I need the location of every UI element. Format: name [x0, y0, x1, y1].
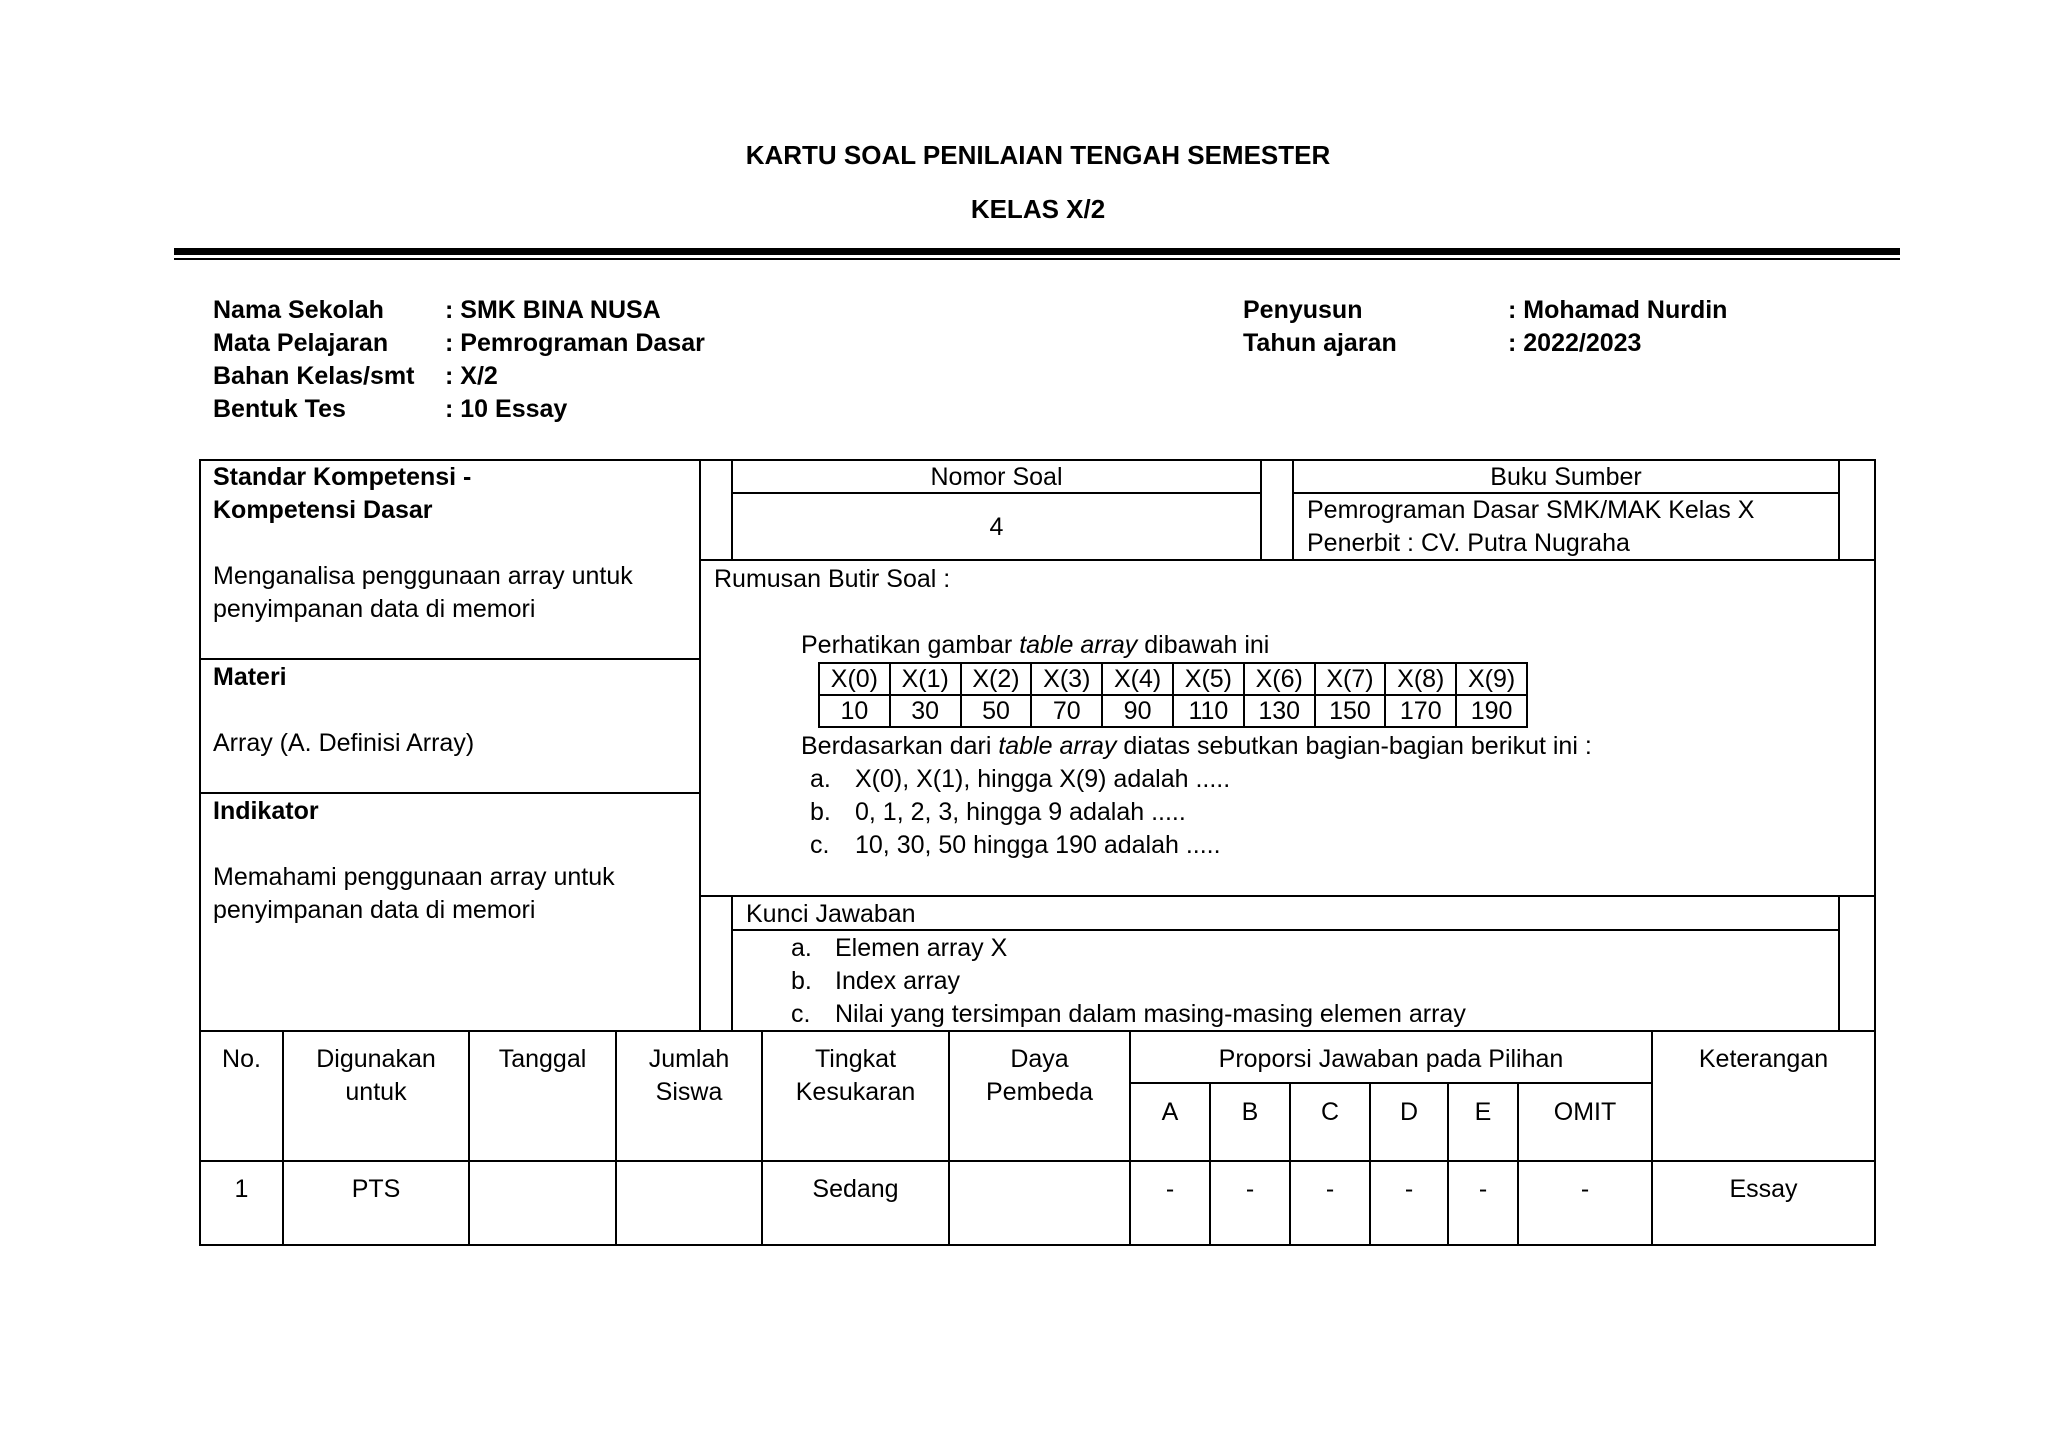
question-marker: a.	[810, 765, 831, 793]
materi-title: Materi	[213, 663, 287, 691]
array-value-cell: 10	[819, 695, 890, 727]
kunci-label: Kunci Jawaban	[746, 900, 916, 928]
array-value-row	[819, 695, 1527, 727]
cell-option: -	[1404, 1175, 1414, 1203]
array-header-cell: X(8)	[1385, 663, 1456, 695]
title-rule-thick	[174, 248, 1900, 255]
array-value-cell: 30	[890, 695, 961, 727]
info-value: : Mohamad Nurdin	[1508, 296, 1728, 324]
indikator-text: penyimpanan data di memori	[213, 896, 536, 924]
question-marker: c.	[810, 831, 830, 859]
col-option: A	[1161, 1098, 1179, 1126]
kunci-item: Elemen array X	[835, 934, 1008, 962]
nomor-soal-label: Nomor Soal	[930, 463, 1063, 491]
info-label: Bahan Kelas/smt	[213, 362, 415, 390]
question-item: 10, 30, 50 hingga 190 adalah .....	[855, 831, 1221, 859]
col-option: E	[1474, 1098, 1492, 1126]
col-option: C	[1320, 1098, 1340, 1126]
cell-option: -	[1478, 1175, 1488, 1203]
kunci-marker: a.	[791, 934, 812, 962]
array-header-cell: X(4)	[1102, 663, 1173, 695]
info-label: Mata Pelajaran	[213, 329, 389, 357]
cell-tingkat: Sedang	[812, 1175, 899, 1203]
col-option: B	[1241, 1098, 1259, 1126]
rumusan-label: Rumusan Butir Soal :	[714, 565, 951, 593]
col-digunakan: Digunakan	[316, 1045, 436, 1073]
indikator-title: Indikator	[213, 797, 319, 825]
info-value: : Pemrograman Dasar	[445, 329, 705, 357]
materi-text: Array (A. Definisi Array)	[213, 729, 475, 757]
buku-sumber-label: Buku Sumber	[1490, 463, 1642, 491]
info-value: : 10 Essay	[445, 395, 568, 423]
info-value: : SMK BINA NUSA	[445, 296, 661, 324]
array-value-cell: 190	[1456, 695, 1527, 727]
question-item: X(0), X(1), hingga X(9) adalah .....	[855, 765, 1231, 793]
cell-no: 1	[234, 1175, 249, 1203]
array-value-cell: 130	[1244, 695, 1315, 727]
title-rule-thin	[174, 258, 1900, 260]
col-option: OMIT	[1553, 1098, 1617, 1126]
col-tingkat: Kesukaran	[795, 1078, 916, 1106]
cell-option: -	[1580, 1175, 1590, 1203]
array-value-cell: 150	[1315, 695, 1386, 727]
array-value-cell: 110	[1173, 695, 1244, 727]
cell-digunakan: PTS	[351, 1175, 401, 1203]
array-value-cell: 170	[1385, 695, 1456, 727]
array-header-cell: X(5)	[1173, 663, 1244, 695]
info-label: Tahun ajaran	[1243, 329, 1397, 357]
info-value: : 2022/2023	[1508, 329, 1642, 357]
array-value-cell: 70	[1031, 695, 1102, 727]
page-title: KARTU SOAL PENILAIAN TENGAH SEMESTER	[745, 140, 1331, 170]
col-option: D	[1399, 1098, 1419, 1126]
page-subtitle: KELAS X/2	[970, 194, 1106, 224]
nomor-soal-value: 4	[989, 513, 1004, 541]
buku-sumber-line: Penerbit : CV. Putra Nugraha	[1307, 529, 1630, 557]
cell-keterangan: Essay	[1729, 1175, 1798, 1203]
col-tanggal: Tanggal	[498, 1045, 587, 1073]
info-label: Bentuk Tes	[213, 395, 346, 423]
info-label: Nama Sekolah	[213, 296, 384, 324]
array-value-cell: 90	[1102, 695, 1173, 727]
buku-sumber-line: Pemrograman Dasar SMK/MAK Kelas X	[1307, 496, 1755, 524]
array-header-cell: X(7)	[1315, 663, 1386, 695]
kunci-item: Nilai yang tersimpan dalam masing-masing elemen array	[835, 1000, 1466, 1028]
sk-title: Standar Kompetensi -	[213, 463, 472, 491]
rumusan-intro: Perhatikan gambar table array dibawah ini	[801, 631, 1270, 659]
array-header-row	[819, 663, 1527, 695]
col-daya: Daya	[1010, 1045, 1069, 1073]
cell-option: -	[1325, 1175, 1335, 1203]
kunci-marker: c.	[791, 1000, 811, 1028]
col-no: No.	[222, 1045, 261, 1073]
cell-option: -	[1165, 1175, 1175, 1203]
question-marker: b.	[810, 798, 831, 826]
rumusan-question: Berdasarkan dari table array diatas sebutkan bagian-bagian berikut ini :	[801, 732, 1592, 760]
array-value-cell: 50	[961, 695, 1032, 727]
cell-option: -	[1245, 1175, 1255, 1203]
indikator-text: Memahami penggunaan array untuk	[213, 863, 615, 891]
array-header-cell: X(1)	[890, 663, 961, 695]
array-header-cell: X(3)	[1031, 663, 1102, 695]
array-table	[818, 662, 1528, 728]
kunci-item: Index array	[835, 967, 961, 995]
col-keterangan: Keterangan	[1698, 1045, 1829, 1073]
array-header-cell: X(9)	[1456, 663, 1527, 695]
array-header-cell: X(0)	[819, 663, 890, 695]
col-digunakan: untuk	[345, 1078, 407, 1106]
kunci-marker: b.	[791, 967, 812, 995]
sk-text: Menganalisa penggunaan array untuk	[213, 562, 633, 590]
array-header-cell: X(2)	[961, 663, 1032, 695]
info-value: : X/2	[445, 362, 498, 390]
info-label: Penyusun	[1243, 296, 1363, 324]
col-tingkat: Tingkat	[814, 1045, 897, 1073]
array-header-cell: X(6)	[1244, 663, 1315, 695]
col-proporsi: Proporsi Jawaban pada Pilihan	[1218, 1045, 1564, 1073]
sk-title: Kompetensi Dasar	[213, 496, 433, 524]
sk-text: penyimpanan data di memori	[213, 595, 536, 623]
col-jumlah: Siswa	[655, 1078, 723, 1106]
col-daya: Pembeda	[985, 1078, 1094, 1106]
question-item: 0, 1, 2, 3, hingga 9 adalah .....	[855, 798, 1186, 826]
col-jumlah: Jumlah	[648, 1045, 730, 1073]
